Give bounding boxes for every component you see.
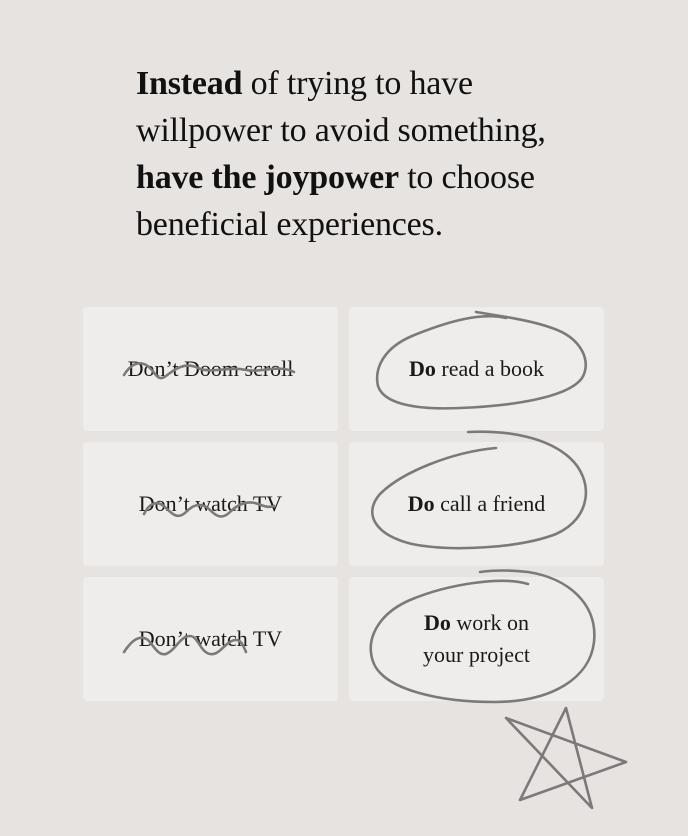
headline-text-1: of trying to have willpower to avoid something, bbox=[136, 65, 546, 149]
star-doodle-icon bbox=[506, 708, 626, 808]
do-label-2 bbox=[408, 488, 545, 520]
dont-card-3 bbox=[83, 577, 338, 701]
do-rest-3: work on bbox=[450, 610, 530, 635]
do-prefix-1: Do bbox=[408, 356, 436, 381]
do-card-3 bbox=[349, 577, 604, 701]
dont-card-1 bbox=[83, 307, 338, 431]
do-rest-3b: your project bbox=[423, 642, 530, 667]
do-label-3 bbox=[423, 607, 530, 671]
dont-label-1: Don’t Doom scroll bbox=[127, 356, 294, 381]
do-prefix-3: Do bbox=[423, 610, 451, 635]
do-card-2 bbox=[349, 442, 604, 566]
do-rest-1: read a book bbox=[435, 356, 544, 381]
headline bbox=[136, 60, 606, 248]
dont-card-2 bbox=[83, 442, 338, 566]
headline-text-2: to choose beneficial experiences. bbox=[136, 159, 535, 243]
headline-bold-joypower: have the joypower bbox=[136, 159, 399, 196]
do-label-1 bbox=[409, 353, 544, 385]
do-rest-2: call a friend bbox=[434, 491, 546, 516]
headline-bold-instead: Instead bbox=[136, 65, 243, 102]
dont-label-3: Don’t watch TV bbox=[138, 626, 283, 651]
do-prefix-2: Do bbox=[407, 491, 435, 516]
dont-label-2: Don’t watch TV bbox=[138, 491, 283, 516]
do-card-1 bbox=[349, 307, 604, 431]
